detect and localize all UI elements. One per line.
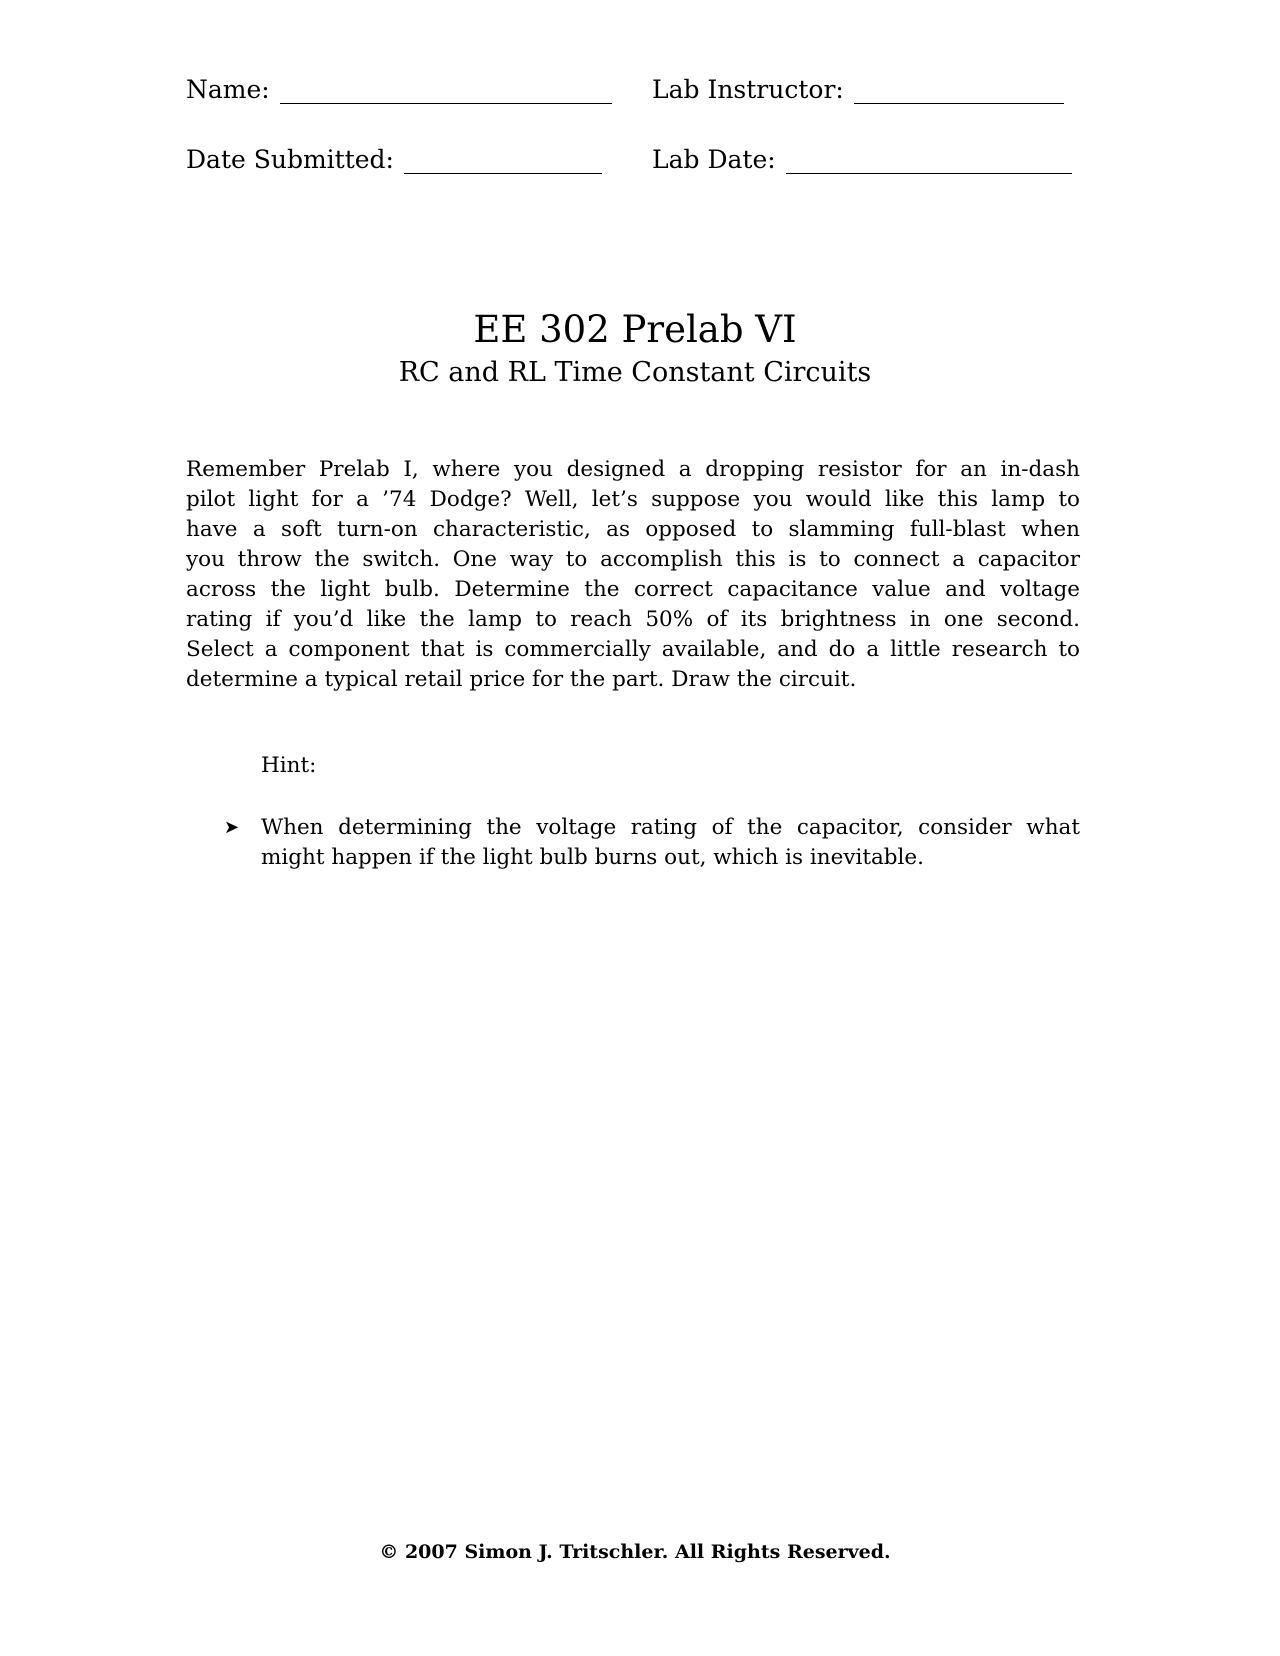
name-field — [186, 75, 652, 104]
lab-date-blank[interactable] — [786, 149, 1072, 174]
page-subtitle: RC and RL Time Constant Circuits — [398, 357, 872, 388]
lab-instructor-label: Lab Instructor: — [652, 75, 844, 104]
lab-date-label: Lab Date: — [652, 145, 776, 174]
hint-label: Hint: — [261, 753, 317, 778]
body-paragraph — [186, 455, 1080, 695]
body-line: pilot light for a ’74 Dodge? Well, let’s suppose you would like this lamp to — [186, 487, 1080, 512]
lab-date-field — [652, 145, 1072, 174]
bullet-line: might happen if the light bulb burns out, which is inevitable. — [261, 845, 924, 870]
body-line: have a soft turn-on characteristic, as opposed to slamming full-blast when — [186, 517, 1080, 542]
bullet-line: When determining the voltage rating of the capacitor, consider what — [261, 815, 1080, 840]
copyright-footer: © 2007 Simon J. Tritschler. All Rights Reserved. — [379, 1541, 891, 1563]
page-title: EE 302 Prelab VI — [473, 308, 797, 351]
arrowhead-bullet-icon: ➤ — [224, 817, 240, 838]
hint-bullet — [224, 813, 1080, 873]
body-line: you throw the switch. One way to accomplish this is to connect a capacitor — [186, 547, 1080, 572]
body-line: across the light bulb. Determine the correct capacitance value and voltage — [186, 577, 1080, 602]
name-blank[interactable] — [280, 79, 612, 104]
header-row-1 — [186, 75, 1076, 104]
body-line: determine a typical retail price for the part. Draw the circuit. — [186, 667, 857, 692]
date-submitted-blank[interactable] — [404, 149, 602, 174]
date-submitted-field — [186, 145, 652, 174]
name-label: Name: — [186, 75, 270, 104]
body-line: rating if you’d like the lamp to reach 50% of its brightness in one second. — [186, 607, 1080, 632]
body-line: Select a component that is commercially available, and do a little research to — [186, 637, 1080, 662]
lab-instructor-field — [652, 75, 1064, 104]
lab-instructor-blank[interactable] — [854, 79, 1064, 104]
date-submitted-label: Date Submitted: — [186, 145, 394, 174]
header-row-2 — [186, 145, 1076, 174]
body-line: Remember Prelab I, where you designed a dropping resistor for an in-dash — [186, 457, 1080, 482]
